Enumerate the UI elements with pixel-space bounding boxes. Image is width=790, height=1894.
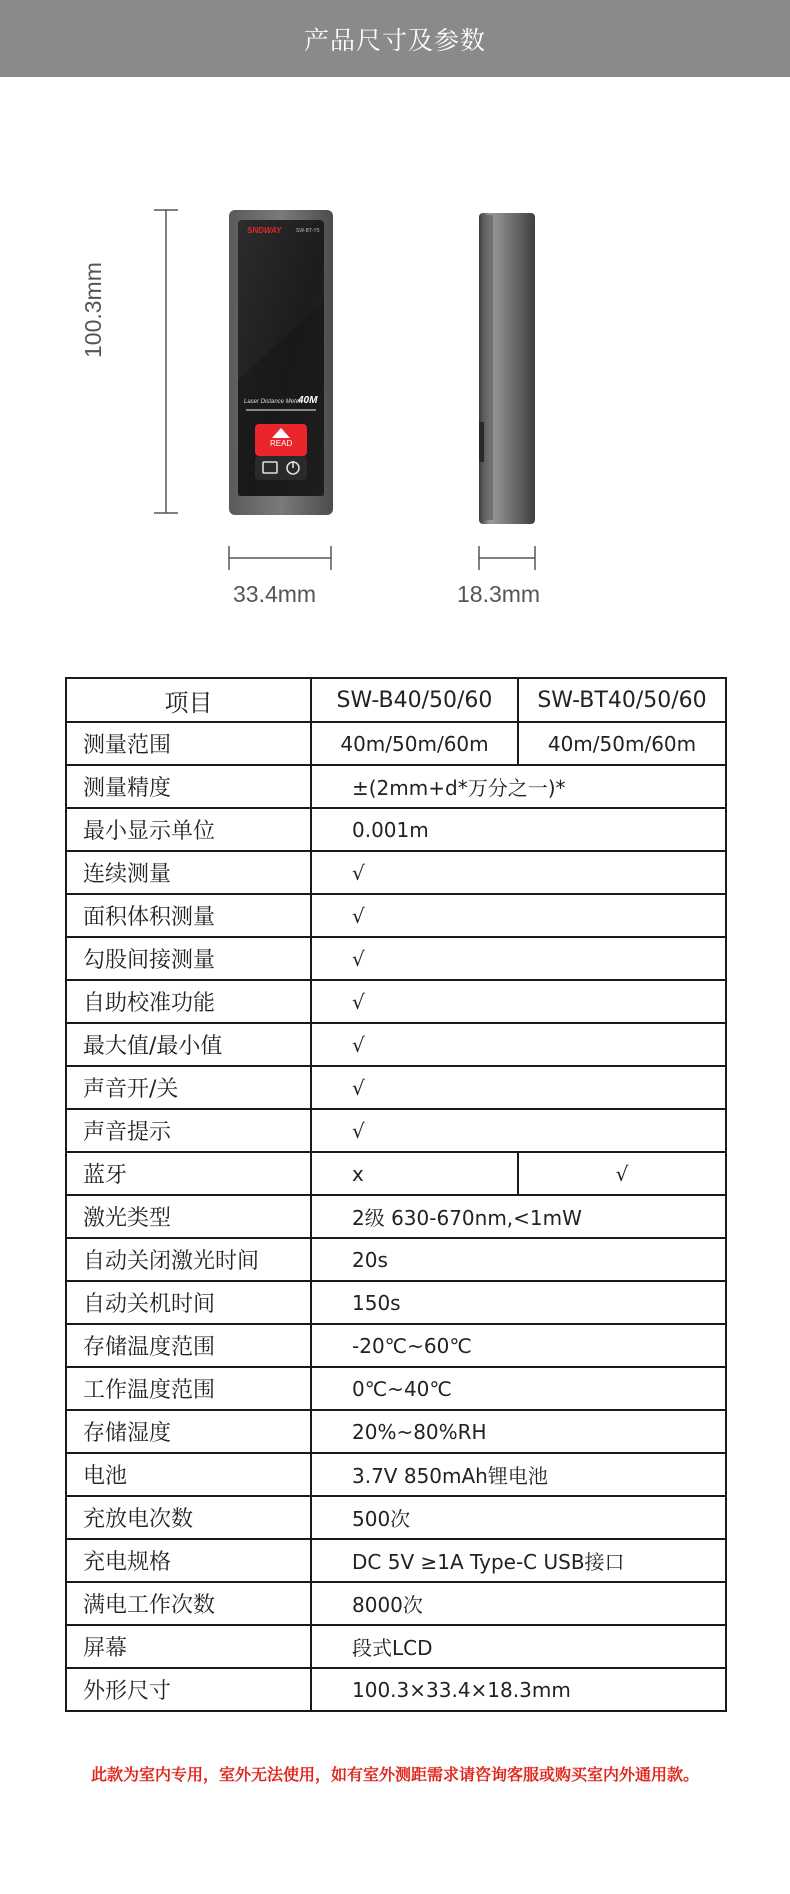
device-range: 40M	[298, 395, 318, 406]
table-row	[66, 1152, 726, 1195]
row-value: √	[311, 1066, 726, 1109]
row-label: 充电规格	[66, 1539, 311, 1582]
row-label: 自动关闭激光时间	[66, 1238, 311, 1281]
row-value: 3.7V 850mAh锂电池	[311, 1453, 726, 1496]
row-label: 勾股间接测量	[66, 937, 311, 980]
table-row	[66, 1539, 726, 1582]
indoor-use-note: 此款为室内专用，室外无法使用，如有室外测距需求请咨询客服或购买室内外通用款。	[90, 1765, 699, 1784]
row-value: √	[311, 1109, 726, 1152]
table-row	[66, 1324, 726, 1367]
table-header-row	[66, 678, 726, 722]
table-row	[66, 1195, 726, 1238]
table-row	[66, 1410, 726, 1453]
table-row	[66, 1109, 726, 1152]
row-label: 最小显示单位	[66, 808, 311, 851]
row-label: 测量精度	[66, 765, 311, 808]
device-caption: Laser Distance Meter	[244, 399, 302, 405]
row-value: 20s	[311, 1238, 726, 1281]
depth-dimension-label: 18.3mm	[457, 581, 541, 607]
row-value: ±(2mm+d*万分之一)*	[311, 765, 726, 808]
row-value: 100.3×33.4×18.3mm	[311, 1668, 726, 1711]
row-label: 满电工作次数	[66, 1582, 311, 1625]
table-row	[66, 980, 726, 1023]
row-value: √	[311, 1023, 726, 1066]
row-label: 测量范围	[66, 722, 311, 765]
row-label: 存储湿度	[66, 1410, 311, 1453]
row-value-a: x	[311, 1152, 518, 1195]
row-value: √	[311, 980, 726, 1023]
page-header	[0, 0, 790, 77]
table-row	[66, 1281, 726, 1324]
spec-table	[65, 677, 727, 1712]
row-value-b: √	[518, 1152, 726, 1195]
device-front-view	[229, 210, 333, 515]
read-button-label: READ	[270, 439, 293, 448]
row-value: 段式LCD	[311, 1625, 726, 1668]
device-side-view	[479, 213, 535, 524]
table-row	[66, 1496, 726, 1539]
row-label: 电池	[66, 1453, 311, 1496]
row-label: 自助校准功能	[66, 980, 311, 1023]
row-value: 0℃~40℃	[311, 1367, 726, 1410]
table-row	[66, 894, 726, 937]
header-label: 项目	[66, 678, 311, 722]
table-row	[66, 1582, 726, 1625]
header-model-b: SW-BT40/50/60	[518, 678, 726, 722]
row-label: 激光类型	[66, 1195, 311, 1238]
brand-logo: SNDWAY	[247, 226, 282, 235]
table-row	[66, 1625, 726, 1668]
table-row	[66, 1023, 726, 1066]
row-value: -20℃~60℃	[311, 1324, 726, 1367]
height-dimension-label: 100.3mm	[80, 262, 106, 358]
table-row	[66, 1066, 726, 1109]
row-value-a: 40m/50m/60m	[311, 722, 518, 765]
page-title: 产品尺寸及参数	[303, 25, 486, 55]
row-value: 0.001m	[311, 808, 726, 851]
row-label: 充放电次数	[66, 1496, 311, 1539]
row-value: 150s	[311, 1281, 726, 1324]
table-row	[66, 937, 726, 980]
row-label: 外形尺寸	[66, 1668, 311, 1711]
row-value: 8000次	[311, 1582, 726, 1625]
table-row	[66, 765, 726, 808]
row-value: √	[311, 851, 726, 894]
table-row	[66, 851, 726, 894]
table-row	[66, 1367, 726, 1410]
row-value: 2级 630-670nm,<1mW	[311, 1195, 726, 1238]
row-label: 连续测量	[66, 851, 311, 894]
row-value: √	[311, 894, 726, 937]
width-dimension-label: 33.4mm	[233, 581, 317, 607]
row-label: 蓝牙	[66, 1152, 311, 1195]
header-model-a: SW-B40/50/60	[311, 678, 518, 722]
row-value: √	[311, 937, 726, 980]
table-row	[66, 722, 726, 765]
row-label: 声音开/关	[66, 1066, 311, 1109]
row-label: 工作温度范围	[66, 1367, 311, 1410]
row-label: 面积体积测量	[66, 894, 311, 937]
product-illustration	[0, 77, 790, 637]
table-row	[66, 808, 726, 851]
row-value: 500次	[311, 1496, 726, 1539]
row-label: 自动关机时间	[66, 1281, 311, 1324]
table-row	[66, 1453, 726, 1496]
row-value: 20%~80%RH	[311, 1410, 726, 1453]
row-value: DC 5V ≥1A Type-C USB接口	[311, 1539, 726, 1582]
row-label: 屏幕	[66, 1625, 311, 1668]
row-value-b: 40m/50m/60m	[518, 722, 726, 765]
row-label: 声音提示	[66, 1109, 311, 1152]
row-label: 存储温度范围	[66, 1324, 311, 1367]
table-row	[66, 1668, 726, 1711]
row-label: 最大值/最小值	[66, 1023, 311, 1066]
model-tag: SW-BT-Y5	[296, 228, 320, 234]
table-row	[66, 1238, 726, 1281]
